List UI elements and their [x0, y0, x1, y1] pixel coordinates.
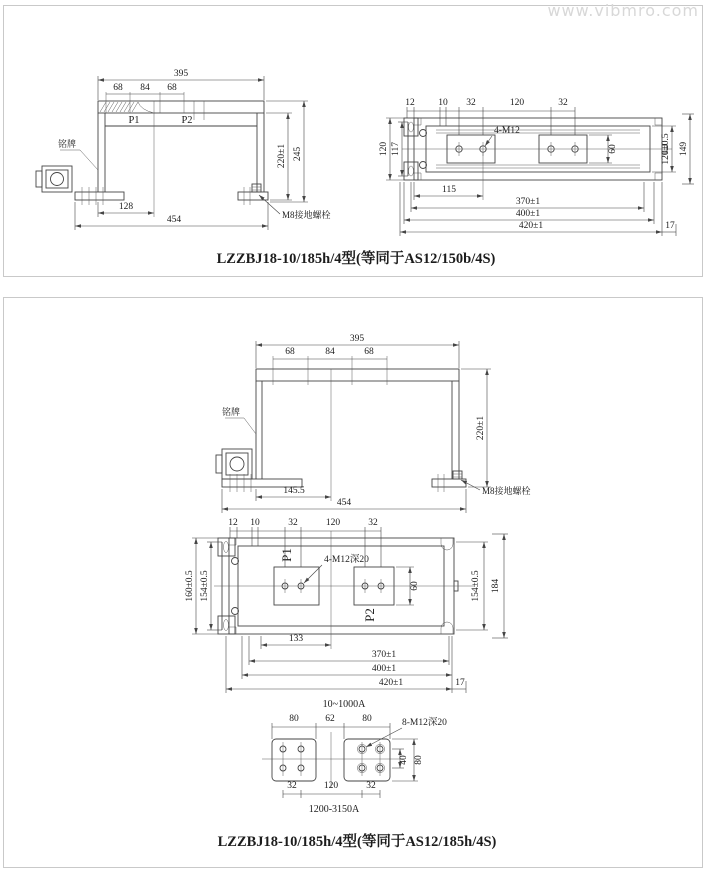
dim-454: 454 — [166, 215, 182, 225]
drawing-panel-type-150b — [3, 5, 703, 277]
dim-370: 370±1 — [515, 197, 541, 207]
dim-80-side: 80 — [414, 755, 424, 765]
plan-view — [379, 98, 694, 236]
dim-160: 160±0.5 — [185, 570, 195, 602]
dim-120-top: 120 — [509, 98, 525, 108]
dim-120-right: 120±0.5 — [661, 133, 671, 165]
dim-80-left: 80 — [289, 714, 299, 724]
dim-17: 17 — [665, 221, 675, 231]
dim-154-right: 154±0.5 — [471, 570, 481, 602]
mounting-feet — [75, 192, 268, 200]
dim-370: 370±1 — [371, 650, 397, 660]
terminal-p1-label: P1 — [128, 115, 140, 126]
dim-32-left: 32 — [287, 781, 297, 791]
dim-32-right: 32 — [366, 781, 376, 791]
dim-400: 400±1 — [371, 664, 397, 674]
dim-10: 10 — [250, 518, 260, 528]
hatch-region — [100, 102, 154, 113]
front-view — [216, 334, 531, 513]
dim-32-right: 32 — [558, 98, 568, 108]
dim-68-left: 68 — [285, 347, 295, 357]
holes-callout: 4-M12深20 — [324, 555, 369, 565]
dim-68-left: 68 — [113, 83, 123, 93]
dim-68-right: 68 — [364, 347, 374, 357]
range-large-label: 1200-3150A — [308, 804, 360, 815]
panel1-drawing — [4, 6, 702, 275]
ground-bolt-label: M8接地螺栓 — [282, 210, 331, 220]
watermark: www.vibmro.com — [547, 1, 699, 20]
dim-12: 12 — [228, 518, 238, 528]
dim-454: 454 — [336, 498, 352, 508]
dim-420: 420±1 — [378, 678, 404, 688]
dim-120-top: 120 — [325, 518, 341, 528]
terminal-p1-label: P1 — [279, 548, 294, 562]
dim-120-left: 120 — [379, 141, 389, 157]
dim-32-right: 32 — [368, 518, 378, 528]
dim-149: 149 — [679, 141, 689, 157]
dim-80-right: 80 — [362, 714, 372, 724]
terminal-p2-label: P2 — [362, 608, 377, 622]
panel2-drawing — [4, 298, 702, 866]
nameplate-label: 铭牌 — [58, 139, 77, 149]
dim-184: 184 — [491, 578, 501, 594]
dim-32-left: 32 — [466, 98, 476, 108]
dim-width-395: 395 — [173, 69, 189, 79]
dim-115: 115 — [442, 185, 456, 195]
terminal-p2-label: P2 — [181, 115, 193, 126]
dim-154-left: 154±0.5 — [200, 570, 210, 602]
dim-68-right: 68 — [167, 83, 177, 93]
dim-420: 420±1 — [518, 221, 544, 231]
plan-view — [185, 518, 508, 693]
terminal-pad-left — [272, 739, 316, 781]
dim-84: 84 — [140, 83, 150, 93]
secondary-terminal-box — [216, 449, 252, 479]
dim-40: 40 — [399, 755, 409, 765]
dim-120: 120 — [323, 781, 339, 791]
dim-84: 84 — [325, 347, 335, 357]
panel1-caption: LZZBJ18-10/185h/4型(等同于AS12/150b/4S) — [216, 251, 496, 267]
dim-62: 62 — [325, 714, 335, 724]
dim-133: 133 — [288, 634, 304, 644]
dim-128: 128 — [118, 202, 134, 212]
mounting-feet — [222, 479, 466, 487]
nameplate-leader — [60, 150, 98, 170]
dim-117: 117 — [391, 142, 401, 156]
drawing-panel-type-185h — [3, 297, 703, 868]
dim-height-245: 245 — [293, 146, 303, 162]
dim-60: 60 — [608, 144, 618, 154]
front-view — [36, 69, 331, 230]
holes-callout: 8-M12深20 — [402, 718, 447, 728]
dim-17: 17 — [455, 678, 465, 688]
holes-callout: 4-M12 — [494, 126, 520, 136]
dim-height-220: 220±1 — [277, 143, 287, 169]
nameplate-label: 铭牌 — [222, 407, 241, 417]
panel2-caption: LZZBJ18-10/185h/4型(等同于AS12/185h/4S) — [217, 834, 497, 850]
dim-32-left: 32 — [288, 518, 298, 528]
dim-400: 400±1 — [515, 209, 541, 219]
range-small-label: 10~1000A — [322, 699, 366, 710]
dim-60: 60 — [410, 581, 420, 591]
ground-bolt — [252, 184, 280, 214]
dim-10: 10 — [438, 98, 448, 108]
dim-height-220: 220±1 — [476, 415, 486, 441]
ground-bolt-label: M8接地螺栓 — [482, 486, 531, 496]
terminal-detail-view — [262, 699, 447, 815]
secondary-terminal-box — [36, 166, 72, 192]
dim-145: 145.5 — [283, 486, 305, 496]
nameplate-leader — [225, 418, 256, 434]
dim-width-395: 395 — [349, 334, 365, 344]
dim-12: 12 — [405, 98, 415, 108]
